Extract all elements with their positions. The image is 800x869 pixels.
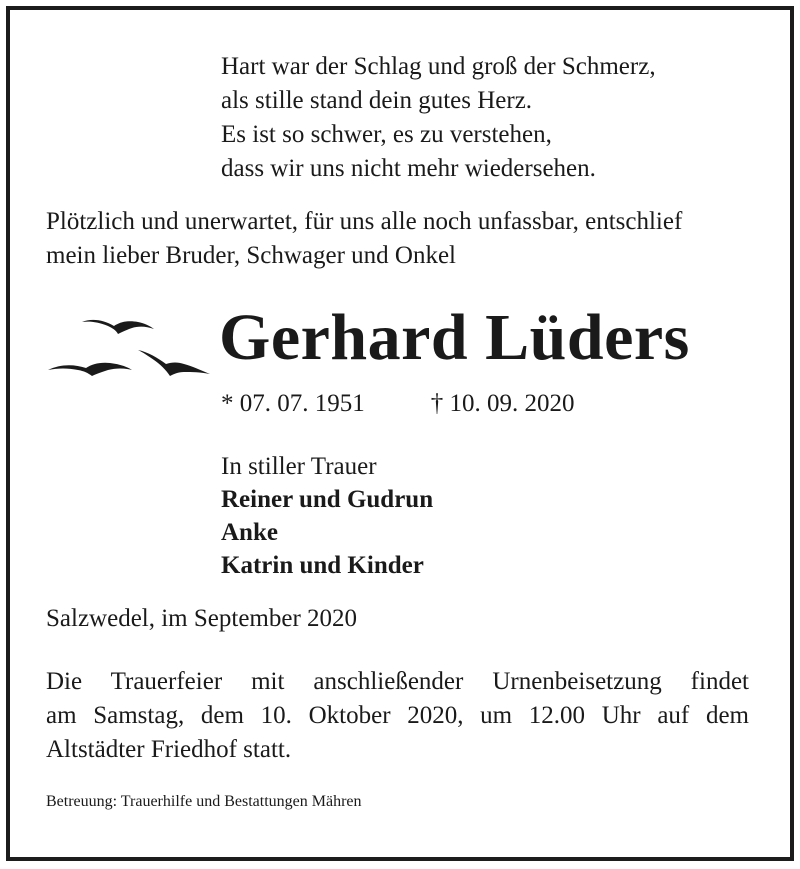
deceased-name: Gerhard Lüders — [219, 301, 690, 374]
intro-line: mein lieber Bruder, Schwager und Onkel — [46, 242, 456, 269]
birth-date: * 07. 07. 1951 — [221, 390, 365, 417]
birds-icon — [34, 300, 214, 390]
notice-line: am Samstag, dem 10. Oktober 2020, um 12.00 Uhr auf dem — [46, 702, 749, 729]
bird-icon — [82, 320, 154, 334]
poem-line: Es ist so schwer, es zu verstehen, — [221, 121, 552, 148]
poem-line: als stille stand dein gutes Herz. — [221, 87, 533, 114]
poem-line: Hart war der Schlag und groß der Schmerz, — [221, 53, 656, 80]
notice-line: Altstädter Friedhof statt. — [46, 736, 292, 763]
bird-icon — [138, 350, 210, 376]
life-dates — [221, 390, 575, 418]
poem — [221, 50, 656, 186]
intro-text — [46, 205, 756, 273]
obituary-content — [10, 10, 790, 857]
funeral-notice — [46, 665, 749, 767]
death-date: † 10. 09. 2020 — [430, 390, 575, 417]
mourner-name: Katrin und Kinder — [221, 552, 424, 579]
mourner-name: Anke — [221, 519, 278, 546]
funeral-service-credit: Betreuung: Trauerhilfe und Bestattungen Mähren — [46, 793, 362, 810]
bird-icon — [48, 363, 132, 376]
intro-line: Plötzlich und unerwartet, für uns alle noch unfassbar, entschlief — [46, 208, 683, 235]
obituary-frame — [6, 6, 794, 861]
mourners — [221, 450, 433, 582]
mourners-heading: In stiller Trauer — [221, 453, 377, 480]
notice-line: Die Trauerfeier mit anschließender Urnenbeisetzung findet — [46, 668, 749, 695]
place-date: Salzwedel, im September 2020 — [46, 605, 358, 632]
mourner-name: Reiner und Gudrun — [221, 486, 434, 513]
poem-line: dass wir uns nicht mehr wiedersehen. — [221, 155, 596, 182]
